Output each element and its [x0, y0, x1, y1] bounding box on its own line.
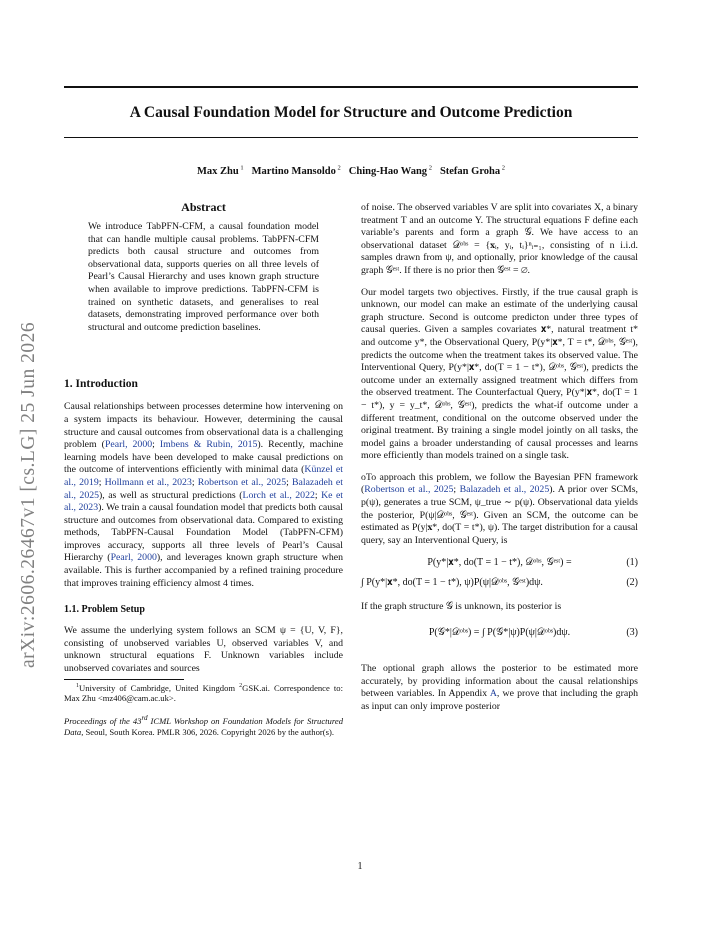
affiliation-footnote: $^1$University of Cambridge, United Kingdom $^2$GSK.ai. Correspondence to: Max Zhu <mz406@cam.ac.uk>. — [64, 682, 343, 704]
citation-link[interactable]: Pearl, 2000 — [110, 552, 157, 564]
paragraph-text: ). We train a causal foundation model that predicts both causal structure and outcomes from observational data. Compared to existing methods, TabPFN-Causal Foundation Model (TabPFN-CFM) improves accuracy, supports all three levels of Pearl’s Causal Hierarchy ( — [64, 502, 343, 564]
footnote-rule — [64, 679, 184, 680]
paragraph-text: ; — [152, 439, 160, 451]
citation-link[interactable]: Robertson et al., 2025 — [364, 484, 454, 496]
equation-3-text: P(𝒢*|𝒟ᵒᵇˢ) = ∫ P(𝒢*|ψ)P(ψ|𝒟ᵒᵇˢ)dψ. — [428, 627, 571, 639]
introduction-heading: 1. Introduction — [64, 378, 138, 391]
introduction-paragraph — [64, 401, 343, 590]
equation-2-text: ∫ P(y*|𝐱*, do(T = 1 − t*), ψ)P(ψ|𝒟ᵒᵇˢ, 𝒢ᵉˢᵗ)dψ. — [361, 577, 543, 589]
paper-title: A Causal Foundation Model for Structure and Outcome Prediction — [129, 104, 573, 121]
objectives-paragraph: Our model targets two objectives. Firstly, if the true causal graph is unknown, our model can make an estimate of the underlying causal graph structure. Second is outcome predicton under three types of causal queries. Given a samples covariates 𝐱*, natural treatment t* and outcome y*, the Observational Query, P(y*|𝐱*, T = t*, 𝒟ᵒᵇˢ, 𝒢ᵉˢᵗ), predicts the outcome when the treatment takes its observed value. The Interventional Query, P(y*|𝐱*, do(T = 1 − t*), 𝒟ᵒᵇˢ, 𝒢ᵉˢᵗ), predicts the outcome under an externally assigned treatment which differs from the observed treatment. The Counterfactual Query, P(y*|𝐱*, do(T = 1 − t*), y = y_t*, 𝒟ᵒᵇˢ, 𝒢ᵉˢᵗ), predicts the what-if outcome under a different treatment, conditional on the outcome observed under the original treatment. By training a single model jointly on all tasks, the model gains a broader understanding of causal processes and learns more efficiently than models trained on a single task. — [361, 286, 638, 462]
author-affiliation-mark: 2 — [500, 164, 505, 171]
optional-graph-paragraph: The optional graph allows the posterior to be estimated more accurately, by providing information about the causal relationships between variables. In Appendix A, we prove that including the graph as input can only improve posterior — [361, 663, 638, 712]
author-affiliation-mark: 1 — [238, 164, 244, 171]
citation-link[interactable]: Balazadeh et al., 2025 — [459, 484, 550, 496]
citation-link[interactable]: Lorch et al., 2022 — [242, 489, 315, 501]
author-list — [64, 164, 638, 177]
paragraph-text: ). A prior over SCMs, p(ψ), generates a true SCM, ψ_true ∼ p(ψ). Observational data yields the posterior, P(ψ|𝒟ᵒᵇˢ, 𝒢ᵉˢᵗ). Given an SCM, the outcome can be estimated as P(y|𝐱*, do(T = t*), ψ). The target distribution for a causal query, say an Interventional Query, is — [361, 484, 638, 546]
author-affiliation-mark: 2 — [335, 164, 341, 171]
author-name: Stefan Groha $^2$ — [439, 164, 505, 177]
citation-link[interactable]: Hollmann et al., 2023 — [104, 476, 192, 488]
equation-1-text: P(y*|𝐱*, do(T = 1 − t*), 𝒟ᵒᵇˢ, 𝒢ᵉˢᵗ) = — [427, 557, 572, 569]
setup-continued-paragraph: of noise. The observed variables V are split into covariates X, a binary treatment T and an outcome Y. The structural equations F define each variable’s parents and form a graph 𝒢. We have access to an observational dataset 𝒟ᵒᵇˢ = {𝐱ᵢ, yᵢ, tᵢ}ⁿᵢ₌₁, consisting of n i.i.d. samples drawn from ψ, and optionally, prior knowledge of the causal graph 𝒢ᵉˢᵗ. If there is no prior then 𝒢ᵉˢᵗ = ∅. — [361, 202, 638, 276]
author-name: Max Zhu $^1$ — [197, 164, 244, 177]
equation-1 — [361, 556, 638, 569]
paragraph-text: Causal relationships between processes determine how intervening on a system impacts its behaviour. However, determining the causal structure and causal outcomes from observational data is a challenging problem ( — [64, 401, 343, 451]
paragraph-text: ; — [314, 489, 322, 501]
arxiv-identifier: arXiv:2606.26467v1 [cs.LG] 25 Jun 2026 — [18, 321, 39, 668]
title-bottom-rule — [64, 137, 638, 138]
equation-3-number: (3) — [626, 627, 638, 639]
author-name: Ching-Hao Wang $^2$ — [348, 164, 432, 177]
paragraph-text: ), and leverages known graph structure when available. This is further accompanied by a refined training procedure that improves training efficiency almost 4 times. — [64, 552, 343, 589]
paragraph-text: ; — [191, 476, 198, 488]
paragraph-text: ). Recently, machine learning models have been developed to make causal predictions on the outcome of interventions efficiently with minimal data ( — [64, 439, 343, 476]
paragraph-text: ; — [286, 476, 292, 488]
citation-link[interactable]: Ke et al., 2023 — [64, 489, 344, 514]
approach-paragraph — [361, 472, 638, 548]
equation-2 — [361, 576, 638, 589]
left-column — [64, 200, 343, 738]
proceedings-note: Proceedings of the 43rd ICML Workshop on Foundation Models for Structured Data, Seoul, South Korea. PMLR 306, 2026. Copyright 2026 by the author(s). — [64, 714, 343, 737]
graph-posterior-paragraph: If the graph structure 𝒢 is unknown, its posterior is — [361, 601, 562, 613]
title-top-rule — [64, 86, 638, 88]
paragraph-text: ; — [98, 476, 105, 488]
page-number: 1 — [357, 861, 363, 872]
citation-link[interactable]: Pearl, 2000 — [104, 439, 153, 451]
paragraph-text: ), as well as structural predictions ( — [99, 489, 243, 501]
citation-link[interactable]: Imbens & Rubin, 2015 — [159, 439, 258, 451]
paragraph-text: ; — [453, 484, 460, 496]
problem-setup-heading: 1.1. Problem Setup — [64, 604, 145, 616]
abstract-text: We introduce TabPFN-CFM, a causal foundation model that can handle multiple causal problems. TabPFN-CFM predicts both causal structure and outcomes from observational data, supports queries on all three levels of Pearl’s Causal Hierarchy and uses known graph structure when available to improve predictions. TabPFN-CFM is trained on synthetic datasets, and generalises to real datasets, demonstrating improved performance over both structural and outcome prediction baselines. — [88, 221, 319, 333]
equation-1-number: (1) — [626, 557, 638, 569]
paragraph-text: oTo approach this problem, we follow the Bayesian PFN framework ( — [361, 471, 638, 496]
author-affiliation-mark: 2 — [427, 164, 432, 171]
citation-link[interactable]: Robertson et al., 2025 — [197, 476, 287, 488]
appendix-link[interactable]: A — [489, 688, 497, 700]
problem-setup-paragraph: We assume the underlying system follows an SCM ψ = {U, V, F}, consisting of unobserved variables U, observed variables V, and unknown structural equations F. Unknown variables include unobserved covariates and sources — [64, 625, 343, 675]
equation-2-number: (2) — [626, 577, 638, 589]
abstract-heading: Abstract — [181, 200, 226, 214]
citation-link[interactable]: Künzel et al., 2019 — [64, 464, 343, 488]
right-column — [361, 202, 638, 713]
author-name: Martino Mansoldo $^2$ — [251, 164, 341, 177]
citation-link[interactable]: Balazadeh et al., 2025 — [64, 476, 343, 501]
equation-3 — [361, 626, 638, 639]
